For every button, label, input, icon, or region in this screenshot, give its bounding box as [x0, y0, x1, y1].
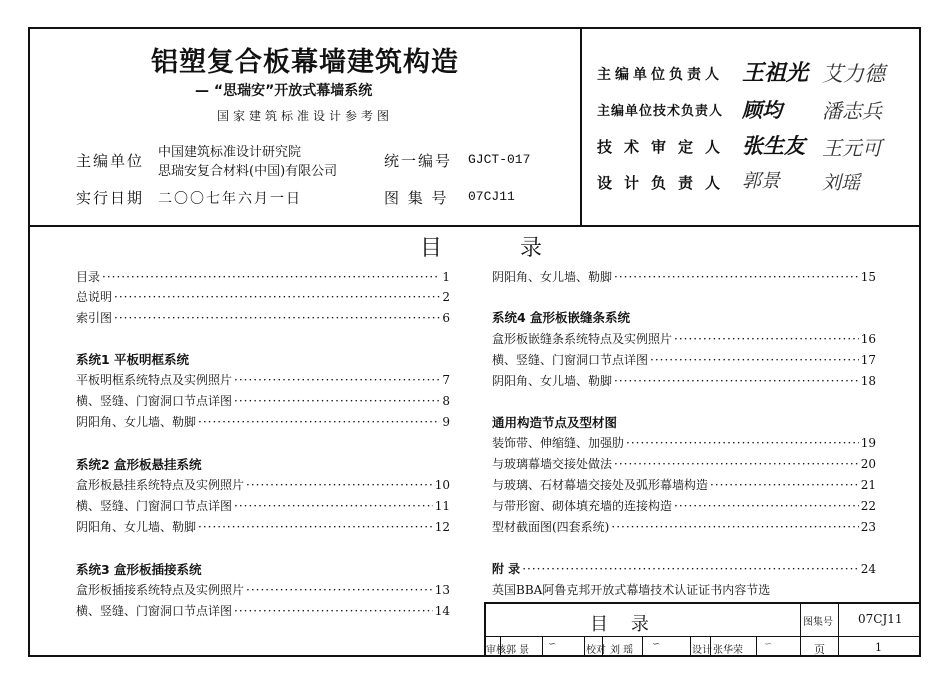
editor-label: 主编单位	[76, 152, 145, 170]
atlas-value: 07CJ11	[468, 189, 515, 204]
signature: ∽	[548, 639, 557, 650]
title-block-line	[756, 636, 757, 657]
atlas-title: 铝塑复合板幕墙建筑构造	[151, 47, 459, 78]
editor-value-2: 思瑞安复合材料(中国)有限公司	[158, 164, 338, 179]
toc-item[interactable]: 横、竖缝、门窗洞口节点详图 ····· 17	[492, 351, 876, 368]
check-name: 刘 瑶	[610, 645, 634, 656]
title-block-line	[542, 636, 543, 657]
toc-item[interactable]: 盒形板悬挂系统特点及实例照片 ····· 10	[76, 476, 450, 493]
signature: 顾均	[742, 98, 782, 122]
title-block-line	[642, 636, 643, 657]
signature: ∽	[764, 639, 773, 650]
toc-item[interactable]: 盒形板嵌缝条系统特点及实例照片 ····· 16	[492, 330, 876, 347]
date-label: 实行日期	[76, 189, 145, 207]
signature: 郭景	[742, 170, 781, 192]
toc-item[interactable]: 阴阳角、女儿墙、勒脚 ····· 9	[76, 413, 450, 430]
toc-item[interactable]: 总说明 ····· 2	[76, 288, 450, 305]
toc-item[interactable]: 横、竖缝、门窗洞口节点详图 ····· 8	[76, 392, 450, 409]
title-block-atlas-label: 图集号	[803, 617, 833, 628]
toc-section-heading: 系统2 盒形板悬挂系统	[76, 457, 202, 472]
review-name: 郭 景	[506, 645, 530, 656]
toc-item[interactable]: 目录 ····· 1	[76, 268, 450, 285]
header-divider	[28, 225, 921, 227]
toc-item[interactable]: 阴阳角、女儿墙、勒脚 ····· 18	[492, 372, 876, 389]
toc-item-appendix[interactable]: 附 录 ····· 24	[492, 560, 876, 577]
page-label: 页	[814, 643, 825, 656]
role-tech-review: 技术审定人	[597, 138, 733, 156]
role-tech-chief: 主编单位技术负责人	[597, 104, 724, 119]
check-label: 校对	[586, 645, 606, 656]
signature: 张生友	[742, 133, 805, 158]
atlas-label: 图 集 号	[384, 189, 449, 207]
toc-item[interactable]: 英国BBA阿鲁克邦开放式幕墙技术认证证书内容节选	[492, 583, 771, 597]
toc-section-heading: 系统4 盒形板嵌缝条系统	[492, 310, 631, 325]
signature: 王祖光	[742, 60, 809, 86]
toc-item[interactable]: 型材截面图(四套系统) ····· 23	[492, 518, 876, 535]
design-label: 设计	[692, 645, 712, 656]
toc-item[interactable]: 阴阳角、女儿墙、勒脚 ····· 15	[492, 268, 876, 285]
toc-section-heading: 系统3 盒形板插接系统	[76, 562, 202, 577]
toc-title-char: 目	[420, 236, 443, 261]
page-value: 1	[875, 641, 882, 654]
title-block-line	[838, 602, 839, 657]
code-label: 统一编号	[384, 152, 453, 170]
signature: ∽	[652, 639, 661, 650]
signature: 王元可	[822, 136, 882, 160]
series-label: 国家建筑标准设计参考图	[217, 109, 394, 123]
toc-section-heading: 通用构造节点及型材图	[492, 415, 618, 430]
toc-item[interactable]: 与玻璃、石材幕墙交接处及弧形幕墙构造 ····· 21	[492, 476, 876, 493]
design-name: 张华荣	[713, 645, 743, 656]
toc-title-char: 录	[520, 236, 543, 261]
toc-item[interactable]: 装饰带、伸缩缝、加强肋 ····· 19	[492, 434, 876, 451]
toc-item[interactable]: 索引图 ····· 6	[76, 309, 450, 326]
header-vertical-divider	[580, 27, 582, 226]
atlas-subtitle: — “思瑞安”开放式幕墙系统	[195, 83, 373, 99]
toc-section-heading: 系统1 平板明框系统	[76, 352, 190, 367]
signature: 刘瑶	[822, 172, 861, 194]
title-block-line	[690, 636, 691, 657]
title-block-line	[484, 636, 921, 637]
toc-item[interactable]: 阴阳角、女儿墙、勒脚 ····· 12	[76, 518, 450, 535]
title-block-line	[800, 602, 801, 657]
toc-item[interactable]: 与带形窗、砌体填充墙的连接构造 ····· 22	[492, 497, 876, 514]
title-block-name: 目 录	[590, 614, 649, 635]
role-design-lead: 设计负责人	[597, 174, 733, 192]
date-value: 二〇〇七年六月一日	[158, 191, 302, 207]
toc-item[interactable]: 横、竖缝、门窗洞口节点详图 ····· 11	[76, 497, 450, 514]
review-label: 审核	[486, 645, 506, 656]
toc-item[interactable]: 盒形板插接系统特点及实例照片 ····· 13	[76, 581, 450, 598]
toc-item[interactable]: 横、竖缝、门窗洞口节点详图 ····· 14	[76, 602, 450, 619]
title-block-line	[584, 636, 585, 657]
toc-item[interactable]: 平板明框系统特点及实例照片 ····· 7	[76, 371, 450, 388]
editor-value-1: 中国建筑标准设计研究院	[158, 145, 302, 160]
code-value: GJCT-017	[468, 152, 531, 167]
toc-item[interactable]: 与玻璃幕墙交接处做法 ····· 20	[492, 455, 876, 472]
role-chief-unit: 主编单位负责人	[597, 67, 723, 83]
title-block-atlas-value: 07CJ11	[858, 612, 903, 626]
signature: 潘志兵	[822, 99, 882, 123]
signature: 艾力德	[822, 62, 885, 86]
